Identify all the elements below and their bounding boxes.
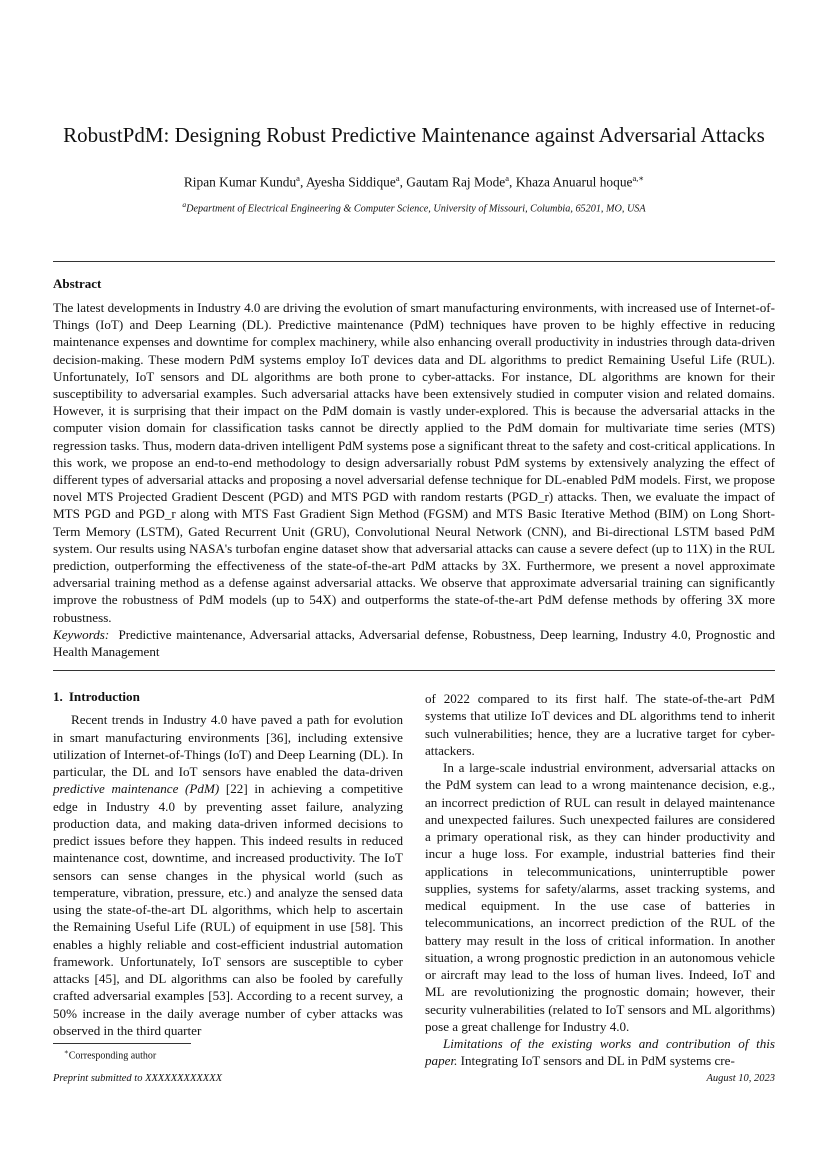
- paper-title: RobustPdM: Designing Robust Predictive Maintenance against Adversarial Attacks: [63, 123, 765, 147]
- keywords-label: Keywords:: [53, 627, 110, 642]
- affiliation-mark: a: [182, 200, 187, 209]
- runin-heading: Limitations of the existing works and contribution of this paper.: [425, 1036, 775, 1069]
- affiliation-text: Department of Electrical Engineering & Computer Science, University of Missouri, Columbia, 65201, MO, USA: [186, 203, 646, 215]
- abstract-heading: Abstract: [53, 276, 102, 291]
- paragraph-text: Integrating IoT sensors and DL in PdM systems cre-: [457, 1053, 735, 1069]
- top-divider: [53, 261, 775, 262]
- affiliation: [0, 198, 828, 216]
- keywords: [53, 626, 775, 660]
- author-mark: a: [296, 173, 300, 183]
- section-heading: [53, 688, 403, 705]
- author-mark: a: [505, 173, 509, 183]
- keywords-text: Predictive maintenance, Adversarial attacks, Adversarial defense, Robustness, Deep learning, Industry 4.0, Prognostic and Health Management: [53, 627, 775, 660]
- footnote-text: Corresponding author: [68, 1050, 157, 1062]
- abstract-text: The latest developments in Industry 4.0 are driving the evolution of smart manufacturing environments, with increased use of Internet-of-Things (IoT) and Deep Learning (DL). Predictive maintenance (PdM) techniques have proven to be highly effective in reducing maintenance expenses and downtime for complex machinery, while also enhancing overall productivity in industries through data-driven decision-making. These modern PdM systems employ IoT devices data and DL algorithms to predict Remaining Useful Life (RUL). Unfortunately, IoT sensors and DL algorithms are both prone to cyber-attacks. For instance, DL algorithms are known for their susceptibility to adversarial examples. Such adversarial attacks have been extensively studied in computer vision and related domains. However, it is surprising that their impact on the PdM domain is vastly under-explored. This is because the adversarial attacks in the computer vision domain for classification tasks cannot be directly applied to the PdM domain for multivariate time series (MTS) regression tasks. Thus, modern data-driven intelligent PdM systems pose a significant threat to the safety and cost-critical applications. In this work, we propose an end-to-end methodology to design adversarially robust PdM systems by extensively analyzing the effect of different types of adversarial attacks and proposing a novel adversarial defense technique for DL-enabled PdM models. First, we propose novel MTS Projected Gradient Descent (PGD) and MTS PGD with random restarts (PGD_r) attacks. Then, we evaluate the impact of MTS PGD and PGD_r along with MTS Fast Gradient Sign Method (FGSM) and MTS Basic Iterative Method (BIM) on Long Short-Term Memory (LSTM), Gated Recurrent Unit (GRU), Convolutional Neural Network (CNN), and Bi-directional LSTM based PdM system. Our results using NASA's turbofan engine dataset show that adversarial attacks can cause a severe defect (up to 11X) in the RUL prediction, outperforming the effectiveness of the state-of-the-art PdM attacks by 3X. Furthermore, we present a novel approximate adversarial training method as a defense against adversarial attacks. We observe that approximate adversarial training can significantly improve the robustness of PdM models (up to 54X) and outperforms the state-of-the-art PdM defense methods by offering 3X more robustness.: [53, 300, 775, 625]
- right-column: [425, 690, 775, 1070]
- left-column: [53, 688, 403, 1039]
- paragraph-text: Recent trends in Industry 4.0 have paved a path for evolution in smart manufacturing environments [36], including extensive utilization of Internet-of-Things (IoT) and Deep Learning (DL). In particular, the DL and IoT sensors have enabled the data-driven: [53, 712, 403, 779]
- footnote-divider: [53, 1043, 191, 1044]
- footer-preprint: Preprint submitted to XXXXXXXXXXXX: [53, 1073, 223, 1084]
- footer-date: August 10, 2023: [706, 1073, 775, 1084]
- footnote: [64, 1046, 156, 1062]
- author-name: Gautam Raj Mode: [406, 174, 506, 190]
- paragraph: In a large-scale industrial environment, adversarial attacks on the PdM system can lead to a wrong maintenance decision, e.g., an incorrect prediction of RUL can result in delayed maintenance and unexpected failures. Such unexpected failures are considered a primary operational risk, as they can hinder productivity and incur a huge loss. For example, industrial batteries find their applications in telecommunications, uninterruptible power supplies, systems for safety/alarms, asset tracking systems, and medical equipment. In the use case of batteries in telecommunications, an incorrect prediction of the RUL of the battery may result in the loss of critical information. In another situation, a wrong prognostic prediction in an autonomous vehicle or aircraft may lead to the loss of human lives. Indeed, IoT and ML are revolutionizing the prognostic domain; however, their security vulnerabilities (related to IoT sensors and ML algorithms) pose a great challenge for Industry 4.0.: [425, 760, 775, 1034]
- author-name: Khaza Anuarul hoque: [515, 174, 633, 190]
- author-name: Ayesha Siddique: [305, 174, 396, 190]
- paragraph: [425, 1035, 775, 1070]
- abstract-divider: [53, 670, 775, 671]
- author-mark: a,∗: [632, 173, 645, 183]
- paragraph-text: [22] in achieving a competitive edge in Industry 4.0 by preventing asset failure, analyzing production data, and making data-driven informed decisions to predict issues before they happen. This indeed results in reduced maintenance cost, downtime, and increased productivity. The IoT sensors can sense changes in the physical world (such as temperature, vibration, pressure, etc.) and analyze the sensed data using the state-of-the-art DL algorithms, which help to ascertain the Remaining Useful Life (RUL) of equipment in use [58]. This enables a highly reliable and cost-efficient industrial automation framework. Unfortunately, IoT sensors are susceptible to cyber attacks [45], and DL algorithms can also be fooled by carefully crafted adversarial examples [53]. According to a recent survey, a 50% increase in the daily average number of cyber attacks was observed in the third quarter: [53, 781, 403, 1038]
- author-mark: a: [395, 173, 400, 183]
- intro-paragraph: [53, 711, 403, 1039]
- section-number: 1.: [53, 689, 63, 704]
- author-list: Ripan Kumar Kundu$^a$, Ayesha Siddique$^a$, Gautam Raj Mode$^a$, Khaza Anuarul hoque$^{a,∗}$: [183, 173, 645, 190]
- author-name: Ripan Kumar Kundu: [183, 174, 297, 190]
- emphasis-text: predictive maintenance (PdM): [53, 781, 220, 797]
- footnote-mark: ∗: [64, 1048, 69, 1056]
- section-title: Introduction: [68, 689, 140, 704]
- continued-paragraph: of 2022 compared to its first half. The state-of-the-art PdM systems that utilize IoT devices and DL algorithms tend to inherit such vulnerabilities; hence, they are a lucrative target for cyber-attackers.: [425, 691, 775, 758]
